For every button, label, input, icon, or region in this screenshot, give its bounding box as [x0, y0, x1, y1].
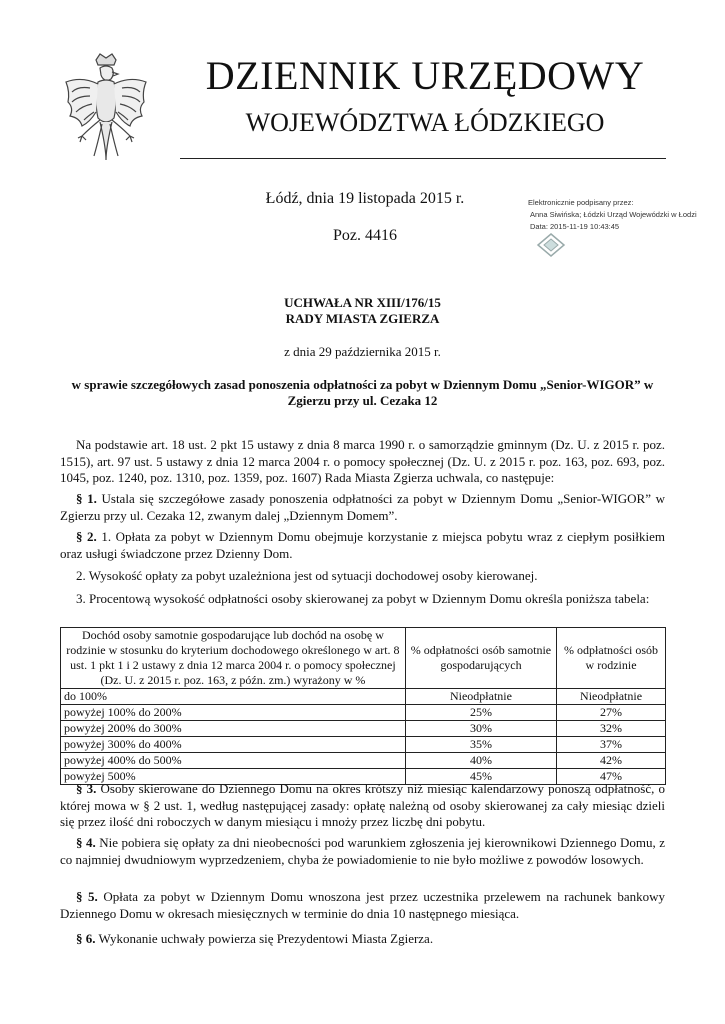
section-2 — [60, 529, 665, 562]
table-row — [61, 753, 666, 769]
section-1-label: § 1. — [76, 491, 97, 506]
section-2-paragraph-3: 3. Procentową wysokość odpłatności osoby skierowanej za pobyt w Dziennym Domu określa poniższa tabela: — [76, 591, 650, 606]
masthead-divider — [180, 158, 666, 159]
table-cell-single: 25% — [405, 705, 556, 721]
masthead-title: DZIENNIK URZĘDOWY — [205, 53, 645, 98]
table-row — [61, 689, 666, 705]
electronic-signature — [528, 197, 697, 233]
resolution-date: z dnia 29 października 2015 r. — [284, 344, 441, 359]
table-cell-family: 27% — [557, 705, 666, 721]
section-3-text: Osoby skierowane do Dziennego Domu na okres krótszy niż miesiąc kalendarzowy ponoszą odpłatność, o której mowa w § 2 ust. 1, według następującej zasady: opłatę należną od osoby skierowanej za cały miesiąc dzieli się przez ilość dni roboczych w danym miesiącu i mnoży przez liczbę dni pobytu. — [60, 781, 666, 829]
section-2-label: § 2. — [76, 529, 97, 544]
section-6 — [60, 931, 665, 948]
resolution-subject: w sprawie szczegółowych zasad ponoszenia odpłatności za pobyt w Dziennym Domu „Senior-WIGOR” w Zgierzu przy ul. Cezaka 12 — [71, 377, 654, 408]
section-4-text: Nie pobiera się opłaty za dni nieobecności pod warunkiem zgłoszenia jej kierownikowi Dziennego Domu, z co najmniej dwudniowym wyprzedzeniem, chyba że powiadomienie to nie było możliwe z powodów losowych. — [60, 835, 665, 867]
section-5-text: Opłata za pobyt w Dziennym Domu wnoszona jest przez uczestnika przelewem na rachunek bankowy Dziennego Domu w okresach miesięcznych w terminie do dnia 10 następnego miesiąca. — [60, 889, 666, 921]
table-row — [61, 705, 666, 721]
table-header-row — [61, 628, 666, 689]
signature-seal-icon — [536, 232, 566, 258]
position-number: Poz. 4416 — [333, 227, 397, 244]
table-row — [61, 721, 666, 737]
table-cell-family: 37% — [557, 737, 666, 753]
table-header-single: % odpłatności osób samotnie gospodarujących — [405, 628, 556, 689]
signature-date: Data: 2015-11-19 10:43:45 — [530, 222, 620, 231]
table-cell-income: powyżej 100% do 200% — [61, 705, 406, 721]
polish-eagle-emblem-icon — [60, 52, 152, 168]
table-cell-single: 45% — [405, 769, 556, 785]
table-cell-income: powyżej 400% do 500% — [61, 753, 406, 769]
table-cell-single: 35% — [405, 737, 556, 753]
preamble: Na podstawie art. 18 ust. 2 pkt 15 ustawy z dnia 8 marca 1990 r. o samorządzie gminnym (Dz. U. z 2015 r. poz. 1515), art. 97 ust. 5 ustawy z dnia 12 marca 2004 r. o pomocy społecznej (Dz. U. z 2015 r. poz. 163, poz. 693, poz. 1045, poz. 1240, poz. 1310, poz. 1359, poz. 1607) Rada Miasta Zgierza uchwala, co następuje: — [60, 437, 665, 485]
fee-table — [60, 627, 666, 785]
signature-label: Elektronicznie podpisany przez: — [528, 198, 634, 207]
table-cell-income: powyżej 300% do 400% — [61, 737, 406, 753]
section-1 — [60, 491, 665, 524]
resolution-issuer: RADY MIASTA ZGIERZA — [285, 311, 440, 326]
table-cell-single: Nieodpłatnie — [405, 689, 556, 705]
section-3-label: § 3. — [76, 781, 97, 796]
publication-date: Łódź, dnia 19 listopada 2015 r. — [265, 190, 465, 207]
section-5-label: § 5. — [76, 889, 98, 904]
table-header-income: Dochód osoby samotnie gospodarujące lub dochód na osobę w rodzinie w stosunku do kryterium dochodowego określonego w art. 8 ust. 1 pkt 1 i 2 ustawy z dnia 12 marca 2004 r. o pomocy społecznej (Dz. U. z 2015 r. poz. 163, z późn. zm.) wyrażony w % — [61, 628, 406, 689]
table-cell-family: 47% — [557, 769, 666, 785]
table-cell-income: do 100% — [61, 689, 406, 705]
table-cell-income: powyżej 200% do 300% — [61, 721, 406, 737]
section-6-text: Wykonanie uchwały powierza się Prezydentowi Miasta Zgierza. — [95, 931, 434, 946]
table-row — [61, 737, 666, 753]
section-2-paragraph-2: 2. Wysokość opłaty za pobyt uzależniona jest od sytuacji dochodowej osoby kierowanej. — [76, 568, 538, 583]
section-5 — [60, 889, 665, 922]
section-4-label: § 4. — [76, 835, 96, 850]
section-1-text: Ustala się szczegółowe zasady ponoszenia odpłatności za pobyt w Dziennym Domu „Senior-WIGOR” w Zgierzu przy ul. Cezaka 12, zwanym dalej „Dziennym Domem”. — [60, 491, 665, 523]
resolution-number: UCHWAŁA NR XIII/176/15 — [284, 295, 441, 310]
table-cell-family: Nieodpłatnie — [557, 689, 666, 705]
section-4 — [60, 835, 665, 868]
masthead-subtitle: WOJEWÓDZTWA ŁÓDZKIEGO — [245, 108, 605, 137]
table-cell-single: 40% — [405, 753, 556, 769]
section-2-text: 1. Opłata za pobyt w Dziennym Domu obejmuje korzystanie z miejsca pobytu wraz z ciepłym posiłkiem oraz usługi świadczone przez Dzienny Dom. — [60, 529, 665, 561]
table-header-family: % odpłatności osób w rodzinie — [557, 628, 666, 689]
section-3 — [60, 781, 665, 831]
section-6-label: § 6. — [76, 931, 96, 946]
table-cell-income: powyżej 500% — [61, 769, 406, 785]
signature-signer: Anna Siwińska; Łódzki Urząd Wojewódzki w Łodzi — [530, 210, 697, 219]
table-cell-single: 30% — [405, 721, 556, 737]
table-cell-family: 42% — [557, 753, 666, 769]
table-cell-family: 32% — [557, 721, 666, 737]
